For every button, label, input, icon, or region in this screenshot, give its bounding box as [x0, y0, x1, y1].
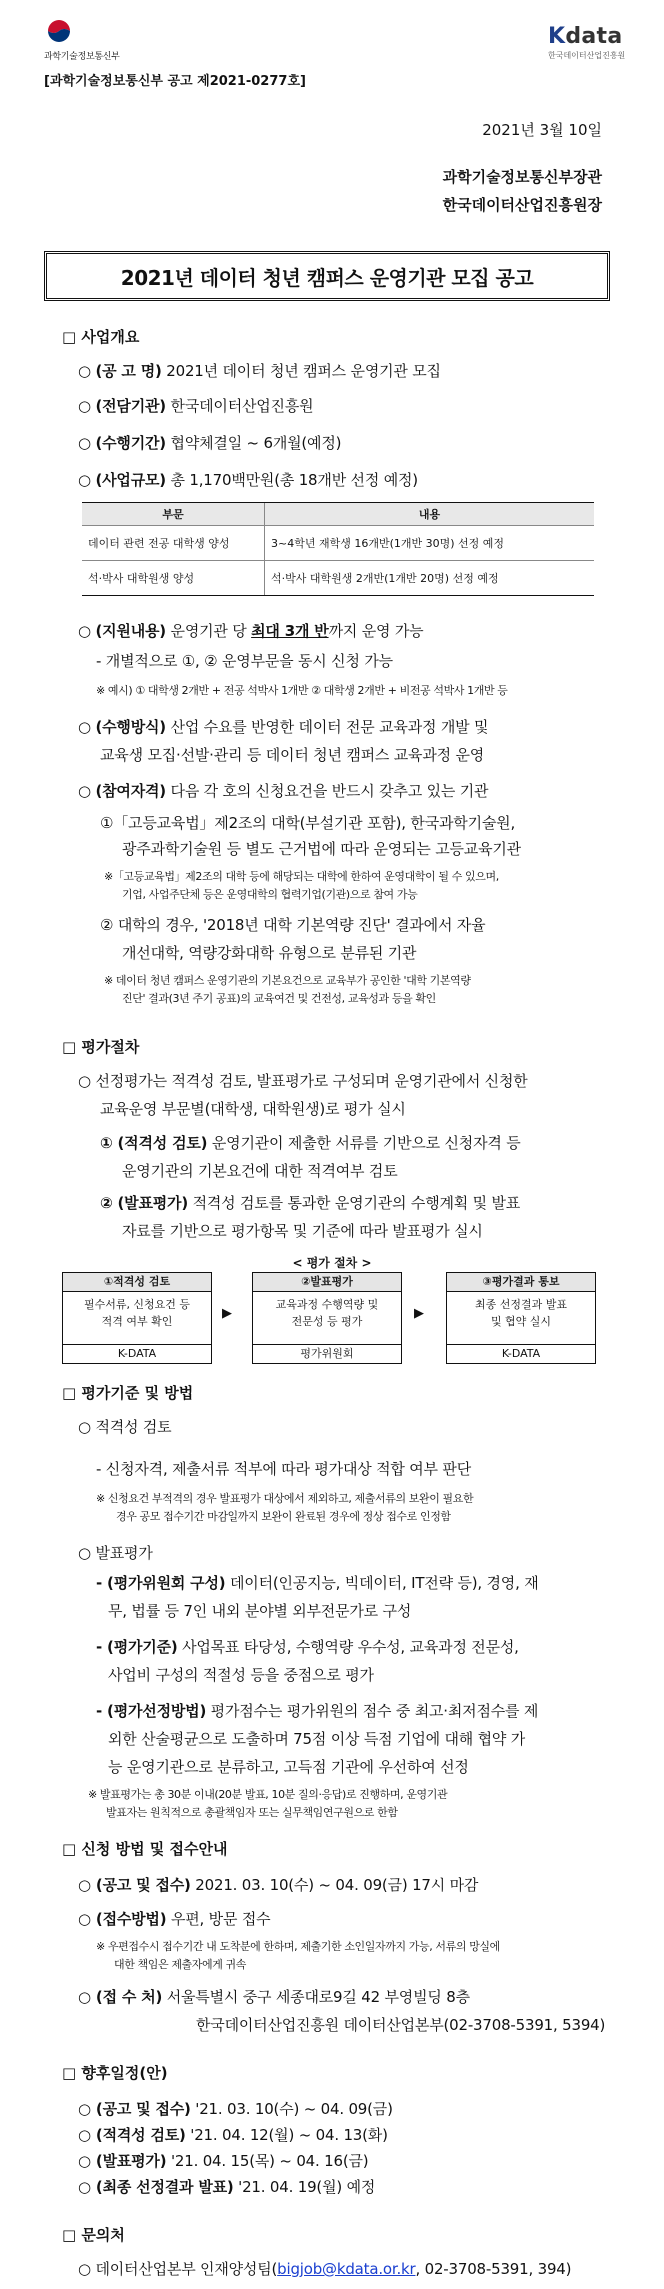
criteria-eligibility-note-2: 경우 공모 접수기간 마감일까지 보완이 완료된 경우에 정상 접수로 인정함: [116, 1510, 451, 1523]
application-contact-line: 한국데이터산업진흥원 데이터산업본부(02-3708-5391, 5394): [196, 2016, 606, 2034]
flow-step-foot: 평가위원회: [253, 1344, 401, 1363]
table-row: [82, 526, 594, 561]
kdata-k-icon: K: [548, 24, 566, 49]
presentation-line-1: ② (발표평가) 적격성 검토를 통과한 운영기관의 수행계획 및 발표: [100, 1194, 521, 1212]
eligibility-note-1b: 기업, 사업주단체 등은 운영대학의 협력기업(기관)으로 참여 가능: [122, 888, 418, 901]
page-title: 2021년 데이터 청년 캠퍼스 운영기관 모집 공고: [44, 251, 610, 301]
contact-email-link[interactable]: bigjob@kdata.or.kr: [277, 2260, 416, 2278]
selection-line-3: 능 운영기관으로 분류하고, 고득점 기관에 우선하여 선정: [108, 1758, 469, 1776]
flow-step-body: 전문성 등 평가: [291, 1315, 363, 1328]
committee-line-1: - (평가위원회 구성) 데이터(인공지능, 빅데이터, IT전략 등), 경영, 재: [96, 1574, 539, 1592]
flow-step-foot: K-DATA: [63, 1344, 211, 1363]
application-address-line: ○ (접 수 처) 서울특별시 중구 세종대로9길 42 부영빌딩 8층: [78, 1988, 470, 2006]
contact-line: ○ 데이터산업본부 인재양성팀(bigjob@kdata.or.kr, 02-3708-5391, 394): [78, 2260, 572, 2278]
criteria-eligibility-title: ○ 적격성 검토: [78, 1418, 172, 1436]
issuer-ministry: 과학기술정보통신부장관: [442, 168, 602, 186]
schedule-item: ○ (발표평가) '21. 04. 15(목) ~ 04. 16(금): [78, 2152, 369, 2170]
flow-step-body: 필수서류, 신청요건 등: [83, 1298, 191, 1311]
overview-agency-line: ○ (전담기관) 한국데이터산업진흥원: [78, 397, 314, 415]
application-method-note-1: ※ 우편접수시 접수기간 내 도착분에 한하며, 제출기한 소인일자까지 가능, 서류의 망실에: [96, 1940, 500, 1953]
criteria-line-2: 사업비 구성의 적절성 등을 중점으로 평가: [108, 1666, 374, 1684]
ministry-logo: [44, 16, 244, 62]
committee-line-2: 무, 법률 등 7인 내외 분야별 외부전문가로 구성: [108, 1602, 412, 1620]
criteria-eligibility-line: - 신청자격, 제출서류 적부에 따라 평가대상 적합 여부 판단: [96, 1460, 471, 1478]
kdata-logo-sub: 한국데이터산업진흥원: [548, 51, 626, 60]
method-line-1: ○ (수행방식) 산업 수요를 반영한 데이터 전문 교육과정 개발 및: [78, 718, 489, 736]
flow-step-head: ③평가결과 통보: [447, 1273, 595, 1292]
flow-title: < 평가 절차 >: [292, 1256, 372, 1270]
arrow-right-icon: ▶: [222, 1306, 232, 1321]
section-application-heading: □ 신청 방법 및 접수안내: [62, 1840, 228, 1858]
overview-title-line: ○ (공 고 명) 2021년 데이터 청년 캠퍼스 운영기관 모집: [78, 362, 441, 380]
flow-step-1: [62, 1272, 212, 1364]
government-emblem-icon: [44, 16, 74, 46]
schedule-item: ○ (공고 및 접수) '21. 03. 10(수) ~ 04. 09(금): [78, 2100, 393, 2118]
application-method-line: ○ (접수방법) 우편, 방문 접수: [78, 1910, 271, 1928]
table-cell: 데이터 관련 전공 대학생 양성: [82, 526, 265, 561]
schedule-item: ○ (적격성 검토) '21. 04. 12(월) ~ 04. 13(화): [78, 2126, 388, 2144]
eligibility-review-line-1: ① (적격성 검토) 운영기관이 제출한 서류를 기반으로 신청자격 등: [100, 1134, 521, 1152]
support-sub-line: - 개별적으로 ①, ② 운영부문을 동시 신청 가능: [96, 652, 393, 670]
criteria-line-1: - (평가기준) 사업목표 타당성, 수행역량 우수성, 교육과정 전문성,: [96, 1638, 519, 1656]
overview-period-line: ○ (수행기간) 협약체결일 ~ 6개월(예정): [78, 434, 342, 452]
eligibility-line: ○ (참여자격) 다음 각 호의 신청요건을 반드시 갖추고 있는 기관: [78, 782, 489, 800]
criteria-presentation-title: ○ 발표평가: [78, 1544, 153, 1562]
arrow-right-icon: ▶: [414, 1306, 424, 1321]
flow-step-body: 최종 선정결과 발표: [474, 1298, 567, 1311]
section-criteria-heading: □ 평가기준 및 방법: [62, 1384, 194, 1402]
table-cell: 석·박사 대학원생 양성: [82, 561, 265, 596]
application-period-line: ○ (공고 및 접수) 2021. 03. 10(수) ~ 04. 09(금) 17시 마감: [78, 1876, 479, 1894]
eligibility-review-line-2: 운영기관의 기본요건에 대한 적격여부 검토: [122, 1162, 398, 1180]
flow-step-2: [252, 1272, 402, 1364]
table-cell: 3~4학년 재학생 16개반(1개반 30명) 선정 예정: [265, 526, 595, 561]
table-header-row: [82, 503, 594, 526]
table-header-cell: 부문: [82, 503, 265, 526]
schedule-item: ○ (최종 선정결과 발표) '21. 04. 19(월) 예정: [78, 2178, 376, 2196]
table-row: [82, 561, 594, 596]
section-evaluation-heading: □ 평가절차: [62, 1038, 140, 1056]
method-line-2: 교육생 모집·선발·관리 등 데이터 청년 캠퍼스 교육과정 운영: [100, 746, 485, 764]
flow-step-foot: K-DATA: [447, 1344, 595, 1363]
selection-line-2: 외한 산술평균으로 도출하며 75점 이상 득점 기업에 대해 협약 가: [108, 1730, 526, 1748]
eligibility-note-2b: 진단' 결과(3년 주기 공표)의 교육여건 및 건전성, 교육성과 등을 확인: [122, 992, 436, 1005]
evaluation-line-1: ○ 선정평가는 적격성 검토, 발표평가로 구성되며 운영기관에서 신청한: [78, 1072, 528, 1090]
notice-date: 2021년 3월 10일: [482, 121, 602, 139]
selection-line-1: - (평가선정방법) 평가점수는 평가위원의 점수 중 최고·최저점수를 제: [96, 1702, 539, 1720]
ministry-name: 과학기술정보통신부: [44, 52, 120, 62]
kdata-logo-text: data: [565, 24, 623, 49]
flow-step-head: ②발표평가: [253, 1273, 401, 1292]
overview-budget-line: ○ (사업규모) 총 1,170백만원(총 18개반 선정 예정): [78, 471, 418, 489]
eligibility-item-2b: 개선대학, 역량강화대학 유형으로 분류된 기관: [122, 944, 417, 962]
presentation-note-1: ※ 발표평가는 총 30분 이내(20분 발표, 10분 질의·응답)로 진행하며, 운영기관: [88, 1788, 448, 1801]
kdata-logo: [548, 24, 652, 61]
evaluation-line-2: 교육운영 부문별(대학생, 대학원생)로 평가 실시: [100, 1100, 406, 1118]
table-header-cell: 내용: [265, 503, 595, 526]
flow-step-body: 및 협약 실시: [490, 1315, 552, 1328]
flow-step-body: 교육과정 수행역량 및: [275, 1298, 379, 1311]
eligibility-item-2a: ② 대학의 경우, '2018년 대학 기본역량 진단' 결과에서 자율: [100, 916, 486, 934]
section-schedule-heading: □ 향후일정(안): [62, 2064, 168, 2082]
flow-step-3: [446, 1272, 596, 1364]
section-contact-heading: □ 문의처: [62, 2226, 125, 2244]
application-method-note-2: 대한 책임은 제출자에게 귀속: [114, 1958, 247, 1971]
eligibility-item-1b: 광주과학기술원 등 별도 근거법에 따라 운영되는 고등교육기관: [122, 840, 521, 858]
program-table: [82, 502, 594, 596]
notice-number: [과학기술정보통신부 공고 제2021-0277호]: [44, 74, 306, 89]
section-overview-heading: □ 사업개요: [62, 328, 140, 346]
criteria-eligibility-note-1: ※ 신청요건 부적격의 경우 발표평가 대상에서 제외하고, 제출서류의 보완이 필요한: [96, 1492, 474, 1505]
flow-step-body: 적격 여부 확인: [101, 1315, 173, 1328]
flow-step-head: ①적격성 검토: [63, 1273, 211, 1292]
presentation-line-2: 자료를 기반으로 평가항목 및 기준에 따라 발표평가 실시: [122, 1222, 483, 1240]
support-note: ※ 예시) ① 대학생 2개반 + 전공 석박사 1개반 ② 대학생 2개반 + 비전공 석박사 1개반 등: [96, 684, 508, 697]
eligibility-note-1a: ※「고등교육법」제2조의 대학 등에 해당되는 대학에 한하여 운영대학이 될 수 있으며,: [104, 870, 499, 883]
issuer-agency: 한국데이터산업진흥원장: [442, 196, 602, 214]
eligibility-note-2a: ※ 데이터 청년 캠퍼스 운영기관의 기본요건으로 교육부가 공인한 '대학 기본역량: [104, 974, 471, 987]
eligibility-item-1a: ①「고등교육법」제2조의 대학(부설기관 포함), 한국과학기술원,: [100, 814, 516, 832]
support-line: ○ (지원내용) 운영기관 당 최대 3개 반까지 운영 가능: [78, 622, 424, 640]
presentation-note-2: 발표자는 원칙적으로 총괄책임자 또는 실무책임연구원으로 한함: [106, 1806, 398, 1819]
table-cell: 석·박사 대학원생 2개반(1개반 20명) 선정 예정: [265, 561, 595, 596]
